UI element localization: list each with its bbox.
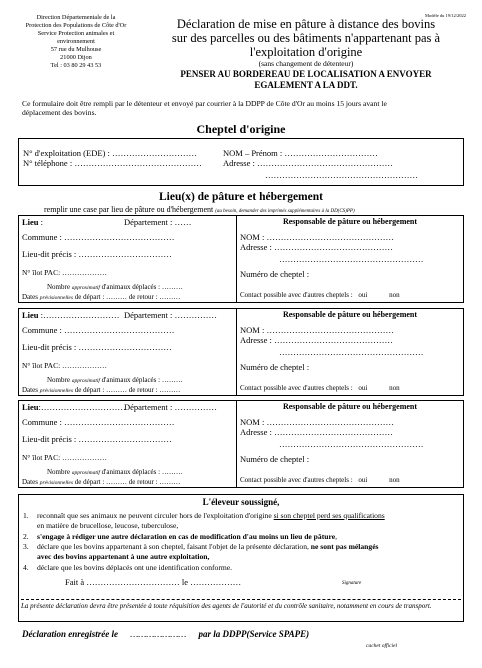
contact-label: Contact possible avec d'autres cheptels : — [240, 384, 355, 392]
legal-text: La présente déclaration devra être présentée à toute réquisition des agents de l'autorité et du contrôle sanitaire, notamment en cours de transport. — [21, 599, 461, 611]
lieu-text: d'animaux déplacés : ……… — [99, 468, 183, 476]
lieu-details — [19, 309, 245, 395]
responsable-title: Responsable de pâture ou hébergement — [282, 217, 418, 226]
lieu-text: approximatif — [71, 470, 100, 476]
lieu-block-1 — [18, 215, 464, 303]
responsable-box — [236, 401, 463, 487]
lieu-label: Lieu — [22, 217, 39, 227]
lieu-row — [22, 310, 120, 320]
office-line: 21000 Dijon — [60, 54, 92, 61]
nom-prenom-field[interactable]: NOM – Prénom : …………………………… — [223, 148, 378, 158]
contact-non[interactable]: non — [389, 384, 400, 392]
responsable-box — [236, 216, 463, 302]
lieu-fill[interactable]: :………………………… — [38, 402, 126, 412]
lieu-block-3 — [18, 400, 464, 488]
model-stamp: Modèle du 19/12/2022 — [425, 13, 466, 18]
office-line: Service Protection animales et — [37, 30, 115, 37]
contact-row — [240, 383, 400, 393]
resp-adresse-field-2[interactable]: …………………………………………… — [279, 439, 424, 449]
contact-oui[interactable]: oui — [358, 476, 368, 484]
eleveur-heading: L'éleveur soussigné, — [202, 497, 280, 507]
dates-field[interactable] — [22, 385, 180, 396]
eleveur-item-1 — [23, 511, 459, 531]
eleveur-item-3 — [23, 542, 459, 562]
title-line: sur des parcelles ou des bâtiments n'appartenant pas à — [171, 31, 441, 45]
departement-field[interactable]: Département : …… — [124, 217, 192, 227]
lieu-text: d'animaux déplacés : ……… — [99, 283, 183, 291]
lieu-text: prévisionnelles — [39, 480, 74, 486]
enregistree-date[interactable]: ………………… — [130, 629, 187, 639]
lieu-text: Nombre — [47, 468, 72, 476]
lieu-text: d'animaux déplacés : ……… — [99, 376, 183, 384]
footer-registration — [22, 629, 309, 640]
resp-cheptel-field[interactable]: Numéro de cheptel : — [240, 362, 310, 372]
cachet-label: cachet officiel — [366, 643, 397, 649]
item-bold: , — [335, 532, 337, 541]
lieu-details — [19, 216, 245, 302]
ede-field[interactable]: N° d'exploitation (EDE) : ………………………… — [23, 148, 197, 158]
title-warning: EGALEMENT A LA DDT. — [254, 80, 358, 90]
resp-adresse-field[interactable]: Adresse : …………………………………… — [240, 242, 393, 252]
fait-field[interactable]: Fait à …………………………… le ……………… — [65, 577, 242, 587]
lieu-text: Dates — [22, 478, 40, 486]
contact-label: Contact possible avec d'autres cheptels : — [240, 476, 355, 484]
cheptel-box — [18, 138, 464, 186]
title-line: l'exploitation d'origine — [249, 45, 363, 59]
item-text: s'engage à rédiger une autre déclaration en cas de modification d'au moins un lieu de pâture — [37, 532, 336, 541]
item-line2: en matière de brucellose, leucose, tuberculose, — [37, 521, 179, 530]
departement-field[interactable]: Département : …………… — [124, 402, 218, 412]
lieu-fill[interactable]: : — [38, 217, 44, 227]
item-number: 3. — [23, 542, 29, 551]
item-text: reconnaît que ses animaux ne peuvent circuler hors de l'exploitation d'origine — [37, 511, 274, 520]
lieudit-field[interactable]: Lieu-dit précis : …………………………… — [22, 249, 172, 259]
resp-adresse-field-2[interactable]: …………………………………………… — [279, 254, 424, 264]
lieu-text: Dates — [22, 293, 40, 301]
contact-row — [240, 475, 400, 485]
resp-nom-field[interactable]: NOM : ……………………………………… — [240, 325, 394, 335]
eleveur-item-2 — [23, 532, 459, 542]
title-note: (sans changement de détenteur) — [258, 59, 354, 68]
lieu-block-2 — [18, 308, 464, 396]
dates-field[interactable] — [22, 292, 180, 303]
eleveur-box — [18, 494, 464, 622]
lieu-label: Lieu — [22, 402, 39, 412]
office-line: environnement — [57, 38, 95, 45]
office-block — [22, 14, 130, 78]
lieu-text: approximatif — [71, 285, 100, 291]
commune-field[interactable]: Commune : ………………………………… — [22, 232, 175, 242]
adresse-field[interactable]: Adresse : ………………………………………… — [223, 158, 393, 168]
resp-adresse-field-2[interactable]: …………………………………………… — [279, 347, 424, 357]
lieu-text: approximatif — [71, 378, 100, 384]
phone-field[interactable]: N° téléphone : ……………………………………… — [23, 158, 202, 168]
ilot-pac-field[interactable]: N° îlot PAC: ……………… — [22, 268, 108, 277]
section-heading-cheptel: Cheptel d'origine — [196, 122, 286, 136]
intro-line: Ce formulaire doit être rempli par le détenteur et envoyé par courrier à la DDPP de Côte d'Or au moins 15 jours avant le — [22, 99, 387, 108]
resp-adresse-field[interactable]: Adresse : …………………………………… — [240, 335, 393, 345]
item-bold: ne sont pas mélangés — [310, 542, 379, 551]
resp-cheptel-field[interactable]: Numéro de cheptel : — [240, 454, 310, 464]
item-text: déclare que les bovins déplacés ont une identification conforme. — [37, 563, 233, 572]
office-line: Direction Départementale de la — [36, 14, 116, 21]
lieu-label: Lieu — [22, 310, 39, 320]
item-underlined: si son cheptel perd ses qualifications — [273, 511, 385, 520]
lieu-text: Dates — [22, 386, 40, 394]
responsable-box — [236, 309, 463, 395]
lieu-text: de départ : ……… de retour : ……… — [73, 386, 181, 394]
office-line: Tel : 03 80 29 43 53 — [50, 62, 102, 69]
lieu-text: prévisionnelles — [39, 388, 74, 394]
responsable-title: Responsable de pâture ou hébergement — [282, 402, 418, 411]
resp-adresse-field[interactable]: Adresse : …………………………………… — [240, 427, 393, 437]
lieu-row — [22, 217, 43, 227]
signature-label: Signature — [342, 581, 362, 586]
lieu-row — [22, 402, 126, 412]
contact-row — [240, 290, 400, 300]
title-line: Déclaration de mise en pâture à distance des bovins — [176, 17, 436, 31]
resp-nom-field[interactable]: NOM : ……………………………………… — [240, 232, 394, 242]
resp-cheptel-field[interactable]: Numéro de cheptel : — [240, 269, 310, 279]
lieu-text: prévisionnelles — [39, 295, 74, 301]
responsable-title: Responsable de pâture ou hébergement — [282, 310, 418, 319]
adresse-field-2[interactable]: ……………………………………………… — [265, 170, 418, 180]
lieudit-field[interactable]: Lieu-dit précis : …………………………… — [22, 342, 172, 352]
lieudit-field[interactable]: Lieu-dit précis : …………………………… — [22, 434, 172, 444]
item-number: 1. — [23, 511, 29, 520]
ilot-pac-field[interactable]: N° îlot PAC: ……………… — [22, 453, 108, 462]
commune-field[interactable]: Commune : ………………………………… — [22, 417, 175, 427]
lieu-text: Nombre — [47, 376, 72, 384]
office-line: 57 rue du Mulhouse — [50, 46, 102, 53]
title-block — [150, 17, 462, 91]
intro-text — [22, 99, 468, 117]
contact-non[interactable]: non — [389, 291, 400, 299]
lieu-text: Nombre — [47, 283, 72, 291]
lieu-details — [19, 401, 245, 487]
enregistree-label: Déclaration enregistrée le — [22, 629, 118, 639]
contact-oui[interactable]: oui — [358, 384, 368, 392]
ilot-pac-field[interactable]: N° îlot PAC: ……………… — [22, 361, 108, 370]
item-number: 4. — [23, 563, 29, 572]
item-text: déclare que les bovins appartenant à son cheptel, faisant l'objet de la présente déclaration, — [37, 542, 311, 551]
resp-nom-field[interactable]: NOM : ……………………………………… — [240, 417, 394, 427]
office-line: Protection des Populations de Côte d'Or — [25, 22, 127, 29]
item-line2: avec des bovins appartenant à une autre exploitation, — [37, 552, 210, 561]
eleveur-item-4 — [23, 563, 459, 573]
par-ddpp: par la DDPP(Service SPAPE) — [198, 629, 310, 639]
item-number: 2. — [23, 532, 29, 541]
lieux-instruction: remplir une case par lieu de pâture ou d'hébergement — [44, 205, 214, 214]
lieu-fill[interactable]: :……………………… — [38, 310, 120, 320]
title-warning: PENSER AU BORDEREAU DE LOCALISATION A ENVOYER — [180, 69, 432, 79]
contact-label: Contact possible avec d'autres cheptels : — [240, 291, 355, 299]
dates-field[interactable] — [22, 477, 180, 488]
contact-oui[interactable]: oui — [358, 291, 368, 299]
intro-line: déplacement des bovins. — [22, 108, 97, 117]
section-heading-lieux: Lieu(x) de pâture et hébergement — [159, 191, 323, 203]
contact-non[interactable]: non — [389, 476, 400, 484]
lieu-text: de départ : ……… de retour : ……… — [73, 293, 181, 301]
lieux-note: (au besoin, demander des imprimés supplémentaires à la DD(CS)PP) — [215, 209, 355, 214]
lieu-text: de départ : ……… de retour : ……… — [73, 478, 181, 486]
departement-field[interactable]: Département : …………… — [124, 310, 218, 320]
commune-field[interactable]: Commune : ………………………………… — [22, 325, 175, 335]
